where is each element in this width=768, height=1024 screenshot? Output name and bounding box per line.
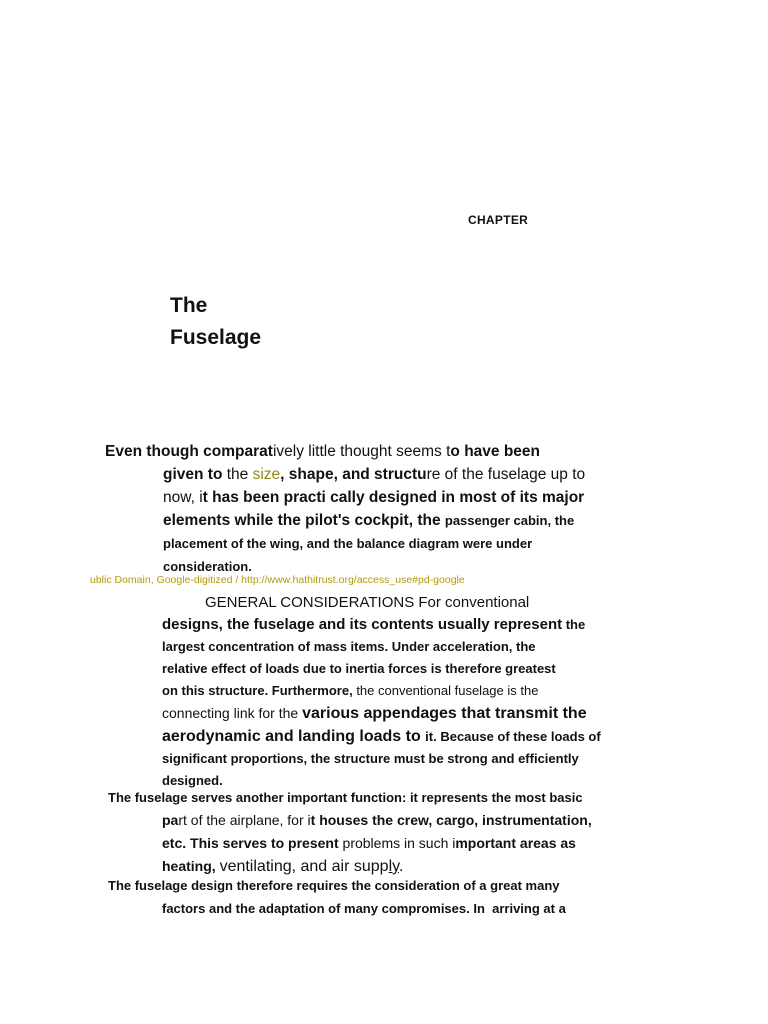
text-span: consideration. [163,559,252,574]
general-considerations-paragraph [162,592,632,792]
section-heading: GENERAL CONSIDERATIONS [205,594,415,611]
text-span: aerodynamic and landing loads to [162,728,426,745]
text-span: etc. This serves to present [162,835,343,851]
intro-line-1 [105,440,638,463]
text-span: ively little thought seems t [272,443,451,460]
general-line-6 [162,702,632,725]
watermark-text: ublic Domain, Google-digitized / http://www.hathitrust.org/access_use#pd-google [90,574,465,586]
title-line-1: The [170,294,208,317]
fuselage-design-paragraph [108,874,638,920]
text-span: re of the fuselage up to [426,466,586,483]
text-span: The fuselage design therefore requires the consideration of a great many [108,878,560,893]
intro-line-3 [105,486,638,509]
text-span: it. Because of these loads of [425,729,601,744]
text-span: elements whi [163,512,261,529]
text-span: given to [163,466,223,483]
general-line-8 [162,748,632,770]
text-span: significant proportions, the structure must be strong and efficiently [162,751,579,766]
text-span: t has been practi cally designed in most of its major [202,489,585,506]
text-span: now, i [163,489,203,506]
general-line-2 [162,614,632,636]
text-span: pa [162,812,179,828]
text-span: , shape, and structu [280,466,427,483]
text-span: The fuselage serves another important function: it represents the most basic [108,790,583,805]
text-span: mportant areas as [455,835,576,851]
text-span: rt of the airplane, for i [178,812,311,828]
text-span: problems in such i [342,835,456,851]
text-span: placement of the wing, and the balance diagram were under [163,536,533,551]
text-span: ventilating, and air supp [219,858,389,875]
function-line-2 [108,809,638,832]
general-line-1 [162,592,632,614]
function-line-1 [108,786,638,809]
text-span: largest concentration of mass items. Under acceleration, the [162,639,536,654]
text-span: factors and the adaptation of many compromises. In arriving at a [162,901,566,916]
text-span: Even though comparat [105,443,273,460]
text-span: various appendages that transmit the [302,705,587,722]
text-span: t houses the crew, cargo, instrumentation, [310,812,592,828]
text-span: connecting link for the [162,705,303,721]
text-span: passenger cabin, the [444,513,575,528]
fuselage-function-paragraph [108,786,638,878]
text-span: o have been [450,443,541,460]
text-span: le the pilot's cockpit, the [260,512,445,529]
text-span: For conventional [414,594,530,611]
general-line-5 [162,680,632,702]
chapter-title [170,290,261,354]
function-line-3 [108,832,638,855]
design-line-2 [108,897,638,920]
text-span: ly [388,858,399,875]
general-line-3 [162,636,632,658]
general-line-4 [162,658,632,680]
general-line-7 [162,725,632,748]
text-span: the [222,466,253,483]
highlight-word: size [252,466,281,483]
text-span: designed. [162,773,223,788]
intro-line-2 [105,463,638,486]
intro-paragraph [105,440,638,578]
title-line-2: Fuselage [170,326,262,349]
intro-line-5 [105,532,638,555]
intro-line-4 [105,509,638,532]
text-span: on this structure. Furthermore, [162,683,357,698]
text-span: the [562,617,586,632]
text-span: ge is the [489,683,539,698]
text-span: relative effect of loads due to inertia forces is therefore greatest [162,661,556,676]
text-span: the conventional fusela [356,683,490,698]
chapter-label: CHAPTER [468,213,529,227]
text-span: . [398,858,404,875]
text-span: heating, [162,858,220,874]
text-span: designs, the fuselage and its contents usually represent [162,616,563,633]
design-line-1 [108,874,638,897]
